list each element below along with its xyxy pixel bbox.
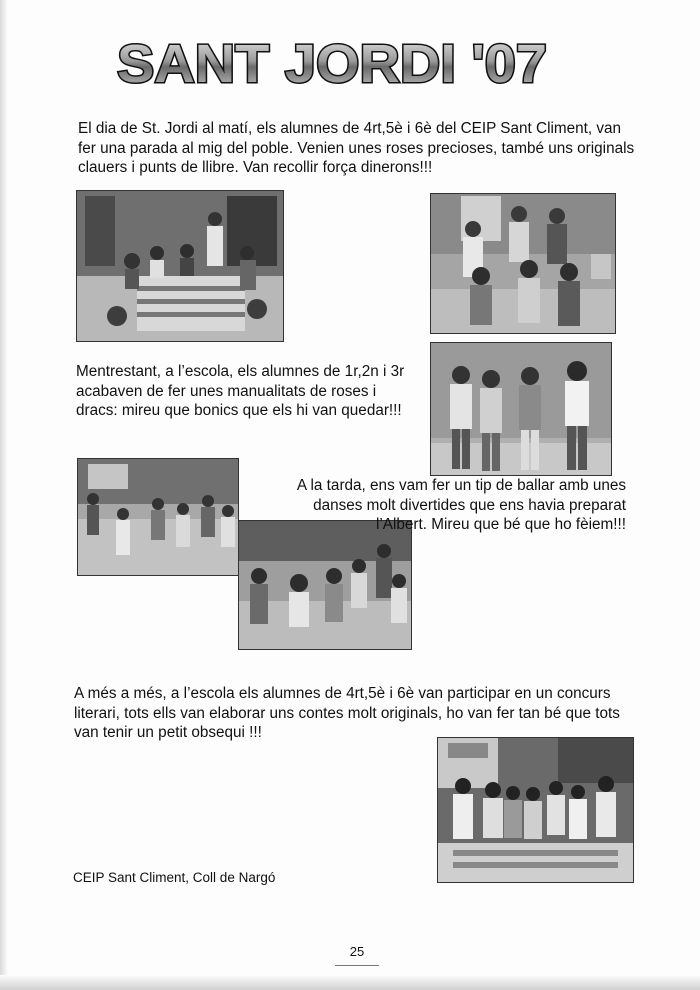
contest-paragraph: A més a més, a l’escola els alumnes de 4rt,5è i 6è van participar en un concurs literari, tots ells van elaborar uns contes molt originals, ho van fer tan bé que tots van tenir un petit obsequi !!! [74,685,620,741]
page-bottom-shadow [0,975,700,990]
photo-dancing-1 [77,458,239,576]
photo-dancing-2 [238,520,412,650]
page-number: 25 [335,944,379,966]
page-title-banner [112,32,552,94]
page-title: SANT JORDI '07 [117,34,547,94]
page-edge-shadow [0,0,8,990]
crafts-paragraph: Mentrestant, a l’escola, els alumnes de 1r,2n i 3r acabaven de fer unes manualitats de roses i dracs: mireu que bonics que els hi van quedar!!! [76,363,405,419]
photo-class-group [437,737,634,883]
photo-kids-crafts-2 [430,342,612,476]
photo-market-stall [76,190,284,342]
dance-paragraph: A la tarda, ens vam fer un tip de ballar amb unes danses molt divertides que ens havia preparat l’Albert. Mireu que bé que ho fèiem!!! [296,477,626,533]
intro-paragraph: El dia de St. Jordi al matí, els alumnes de 4rt,5è i 6è del CEIP Sant Climent, van fer una parada al mig del poble. Venien unes roses precioses, també uns originals clauers i punts de llibre. Van recollir força dinerons!!! [78,120,635,176]
school-footer: CEIP Sant Climent, Coll de Nargó [73,870,276,885]
photo-kids-crafts-1 [430,193,616,334]
